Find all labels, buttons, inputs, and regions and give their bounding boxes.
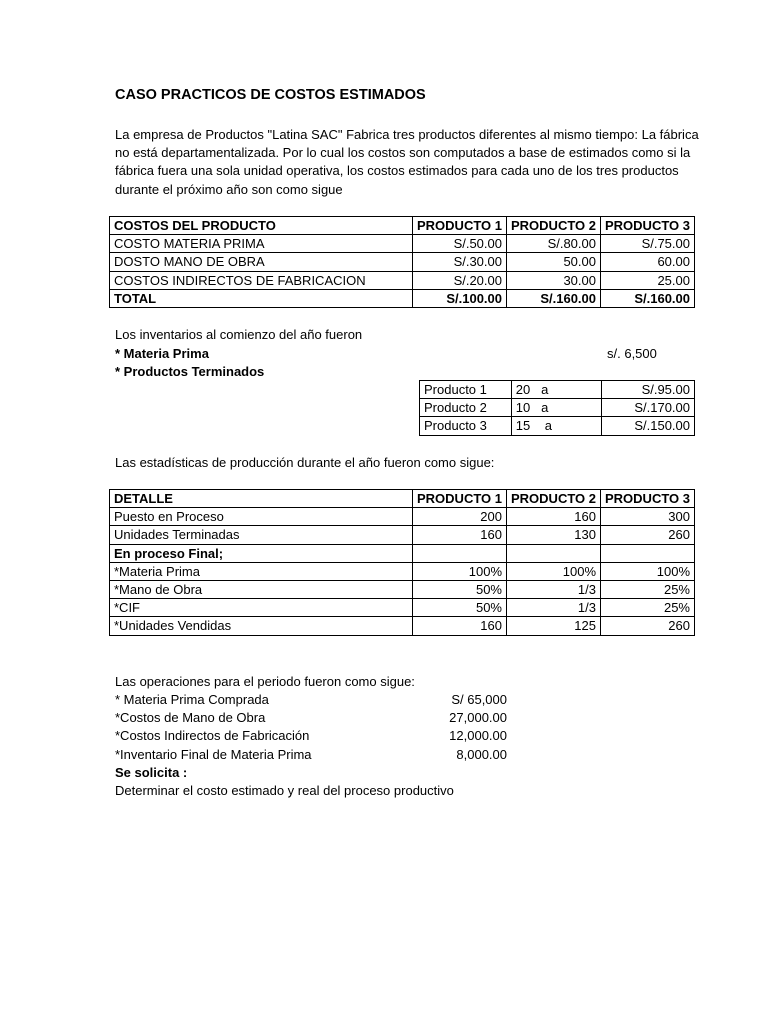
table-cell: 160: [507, 508, 601, 526]
table-row: [110, 271, 695, 289]
table-cell: *CIF: [110, 599, 413, 617]
table-row: [110, 253, 695, 271]
operation-label: *Costos Indirectos de Fabricación: [115, 728, 310, 743]
table-cell: 20 a: [511, 381, 602, 399]
table-row: [110, 508, 695, 526]
table-cell: 260: [601, 526, 695, 544]
operation-label: * Materia Prima Comprada: [115, 692, 269, 707]
stats-intro: Las estadísticas de producción durante el año fueron como sigue:: [115, 455, 495, 470]
table-row: [110, 617, 695, 635]
table-cell: Unidades Terminadas: [110, 526, 413, 544]
table-cell: 160: [413, 617, 507, 635]
table-row: [110, 599, 695, 617]
table-header: COSTOS DEL PRODUCTO: [110, 217, 413, 235]
table-cell: 25%: [601, 599, 695, 617]
total-row: [110, 289, 695, 307]
table-cell: 60.00: [601, 253, 695, 271]
intro-line: La empresa de Productos "Latina SAC" Fabrica tres productos diferentes al mismo tiempo: La fábrica: [115, 127, 699, 142]
table-row: [110, 235, 695, 253]
table-cell: TOTAL: [110, 289, 413, 307]
table-cell: 200: [413, 508, 507, 526]
intro-line: durante el próximo año son como sigue: [115, 181, 343, 197]
table-header: PRODUCTO 3: [601, 217, 695, 235]
stats-table: [109, 489, 695, 636]
table-cell: En proceso Final;: [110, 544, 413, 562]
table-cell: COSTO MATERIA PRIMA: [110, 235, 413, 253]
table-row: [420, 399, 695, 417]
table-row: [110, 580, 695, 598]
table-row: [420, 381, 695, 399]
table-cell: S/.75.00: [601, 235, 695, 253]
inventory-table: [419, 380, 695, 436]
table-cell: S/.160.00: [601, 289, 695, 307]
table-cell: DOSTO MANO DE OBRA: [110, 253, 413, 271]
table-cell: *Mano de Obra: [110, 580, 413, 598]
operation-value: 12,000.00: [449, 728, 507, 743]
table-cell: *Unidades Vendidas: [110, 617, 413, 635]
operation-value: S/ 65,000: [451, 692, 507, 707]
operation-value: 8,000.00: [456, 747, 507, 762]
table-cell: S/.80.00: [507, 235, 601, 253]
intro-paragraph: [115, 126, 700, 199]
table-row: [110, 544, 695, 562]
table-cell: S/.30.00: [413, 253, 507, 271]
table-cell: [601, 544, 695, 562]
table-cell: S/.20.00: [413, 271, 507, 289]
table-cell: 160: [413, 526, 507, 544]
table-cell: S/.95.00: [602, 381, 695, 399]
materia-prima-label: * Materia Prima: [115, 346, 209, 361]
table-cell: 100%: [507, 562, 601, 580]
table-cell: S/.170.00: [602, 399, 695, 417]
table-cell: 50.00: [507, 253, 601, 271]
table-row: [420, 417, 695, 435]
intro-line: fábrica fuera una sola unidad operativa, los costos estimados para cada uno de los tres productos: [115, 163, 679, 179]
operation-label: *Costos de Mano de Obra: [115, 710, 266, 725]
table-header-row: [110, 490, 695, 508]
table-cell: Producto 3: [420, 417, 512, 435]
table-cell: 25%: [601, 580, 695, 598]
table-cell: [507, 544, 601, 562]
operations-intro: Las operaciones para el periodo fueron como sigue:: [115, 674, 415, 689]
intro-line: no está departamentalizada. Por lo cual los costos son computados a base de estimados como si la: [115, 145, 691, 161]
table-cell: 130: [507, 526, 601, 544]
table-header: PRODUCTO 2: [507, 217, 601, 235]
table-cell: [413, 544, 507, 562]
table-cell: Producto 1: [420, 381, 512, 399]
table-cell: S/.160.00: [507, 289, 601, 307]
table-cell: S/.100.00: [413, 289, 507, 307]
table-cell: S/.50.00: [413, 235, 507, 253]
table-header: PRODUCTO 3: [601, 490, 695, 508]
table-cell: Producto 2: [420, 399, 512, 417]
cost-table: [109, 216, 695, 308]
table-cell: 10 a: [511, 399, 602, 417]
table-cell: COSTOS INDIRECTOS DE FABRICACION: [110, 271, 413, 289]
page-title: CASO PRACTICOS DE COSTOS ESTIMADOS: [115, 87, 426, 103]
materia-prima-value: s/. 6,500: [607, 346, 657, 361]
table-cell: 300: [601, 508, 695, 526]
table-cell: 100%: [413, 562, 507, 580]
inventories-intro: Los inventarios al comienzo del año fueron: [115, 327, 363, 342]
table-header: DETALLE: [110, 490, 413, 508]
operation-value: 27,000.00: [449, 710, 507, 725]
table-cell: S/.150.00: [602, 417, 695, 435]
table-header: PRODUCTO 1: [413, 217, 507, 235]
table-cell: 1/3: [507, 580, 601, 598]
table-row: [110, 526, 695, 544]
solicita-label: Se solicita :: [115, 765, 188, 780]
operation-label: *Inventario Final de Materia Prima: [115, 747, 312, 762]
table-cell: 50%: [413, 599, 507, 617]
table-header: PRODUCTO 2: [507, 490, 601, 508]
task-text: Determinar el costo estimado y real del proceso productivo: [115, 783, 454, 798]
table-cell: 260: [601, 617, 695, 635]
table-cell: 25.00: [601, 271, 695, 289]
table-cell: 30.00: [507, 271, 601, 289]
table-cell: *Materia Prima: [110, 562, 413, 580]
table-header-row: [110, 217, 695, 235]
table-cell: 1/3: [507, 599, 601, 617]
productos-terminados-label: * Productos Terminados: [115, 364, 265, 379]
table-cell: 100%: [601, 562, 695, 580]
table-header: PRODUCTO 1: [413, 490, 507, 508]
table-cell: 15 a: [511, 417, 602, 435]
table-cell: 50%: [413, 580, 507, 598]
table-cell: 125: [507, 617, 601, 635]
table-row: [110, 562, 695, 580]
table-cell: Puesto en Proceso: [110, 508, 413, 526]
